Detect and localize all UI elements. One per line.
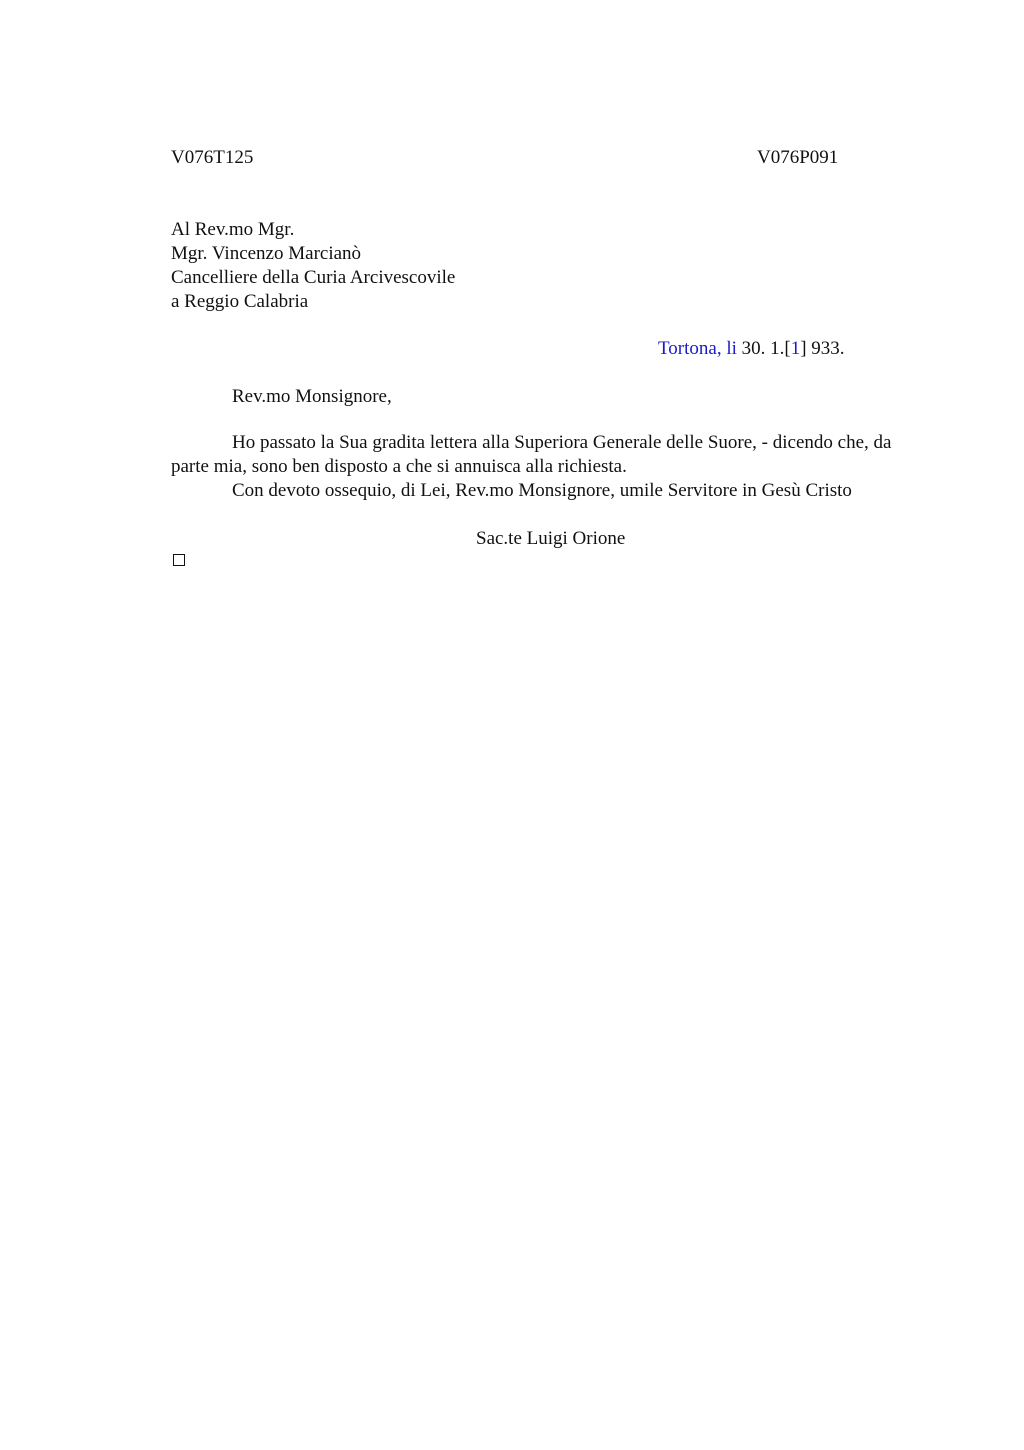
document-code-right: V076P091	[757, 147, 839, 168]
date-line	[658, 337, 845, 361]
checkbox-icon	[173, 554, 185, 566]
date-text-b: ] 933.	[800, 338, 845, 359]
document-code-left: V076T125	[171, 147, 254, 168]
address-line-2: Mgr. Vincenzo Marcianò	[171, 243, 362, 264]
date-text-a: 30. 1.[	[736, 338, 791, 359]
address-line-1: Al Rev.mo Mgr.	[171, 219, 295, 240]
body-paragraph-2: Con devoto ossequio, di Lei, Rev.mo Monsignore, umile Servitore in Gesù Cristo	[232, 480, 852, 501]
address-line-3: Cancelliere della Curia Arcivescovile	[171, 267, 456, 288]
address-line-4: a Reggio Calabria	[171, 291, 309, 312]
salutation: Rev.mo Monsignore,	[232, 386, 392, 407]
signature: Sac.te Luigi Orione	[476, 528, 626, 549]
footnote-link[interactable]: 1	[790, 338, 801, 359]
place-link[interactable]: Tortona, li	[658, 338, 737, 359]
body-paragraph-1: Ho passato la Sua gradita lettera alla Superiora Generale delle Suore, - dicendo che, da parte mia, sono ben disposto a che si annuisca alla richiesta.	[171, 432, 892, 477]
